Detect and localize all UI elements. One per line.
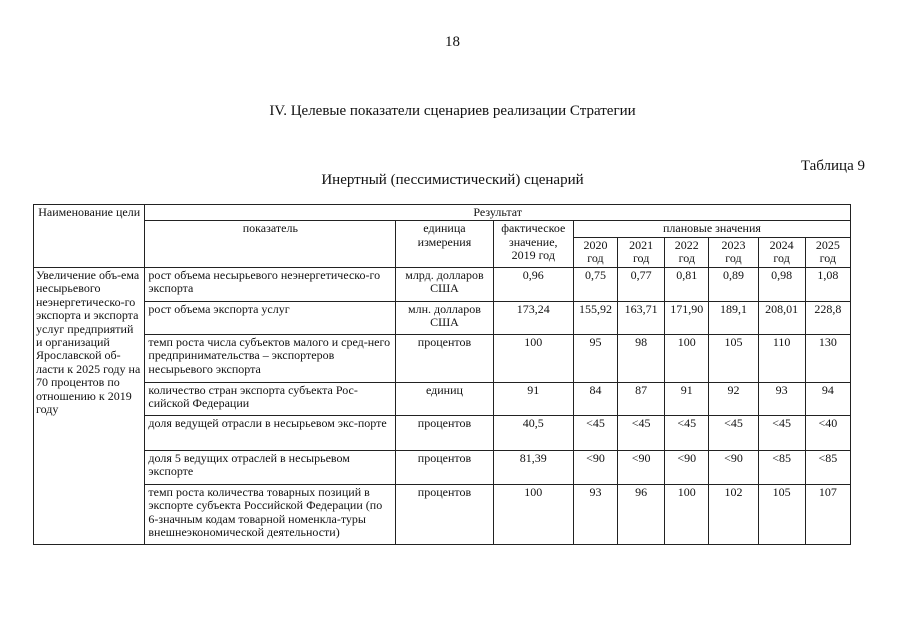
planned-value-cell: 228,8	[805, 301, 850, 334]
unit-cell: единиц	[396, 382, 493, 415]
planned-value-cell: <90	[573, 450, 617, 484]
actual-value-cell: 40,5	[493, 415, 573, 450]
header-row-2	[34, 221, 851, 237]
planned-value-cell: <85	[805, 450, 850, 484]
header-year: 2022 год	[665, 237, 709, 267]
indicator-cell: темп роста числа субъектов малого и сред-него предпринимательства – экспортеров несырьевого экспорта	[145, 334, 396, 382]
planned-value-cell: 105	[709, 334, 758, 382]
table-label: Таблица 9	[800, 158, 865, 174]
planned-value-cell: 155,92	[573, 301, 617, 334]
header-year: 2024 год	[758, 237, 805, 267]
header-year: 2023 год	[709, 237, 758, 267]
table-row	[34, 484, 851, 544]
table-row	[34, 450, 851, 484]
unit-cell: процентов	[396, 450, 493, 484]
header-year: 2025 год	[805, 237, 850, 267]
header-indicator: показатель	[145, 221, 396, 267]
section-title: IV. Целевые показатели сценариев реализации Стратегии	[269, 103, 636, 119]
indicator-cell: количество стран экспорта субъекта Рос-сийской Федерации	[145, 382, 396, 415]
header-actual: фактическое значение, 2019 год	[493, 221, 573, 267]
header-year: 2020 год	[573, 237, 617, 267]
unit-cell: процентов	[396, 415, 493, 450]
planned-value-cell: <90	[665, 450, 709, 484]
table-title: Инертный (пессимистический) сценарий	[321, 172, 584, 188]
planned-value-cell: 98	[618, 334, 665, 382]
planned-value-cell: 0,77	[618, 267, 665, 301]
planned-value-cell: 94	[805, 382, 850, 415]
planned-value-cell: 107	[805, 484, 850, 544]
actual-value-cell: 0,96	[493, 267, 573, 301]
goal-cell: Увеличение объ-ема несырьевого неэнергетическо-го экспорта и экспорта услуг предприятий и организаций Ярославской об-ласти к 2025 году на 70 процентов по отношению к 2019 году	[34, 267, 145, 544]
planned-value-cell: 0,89	[709, 267, 758, 301]
planned-value-cell: 84	[573, 382, 617, 415]
planned-value-cell: 189,1	[709, 301, 758, 334]
planned-value-cell: 93	[573, 484, 617, 544]
actual-value-cell: 100	[493, 484, 573, 544]
indicator-cell: доля ведущей отрасли в несырьевом экс-порте	[145, 415, 396, 450]
planned-value-cell: 100	[665, 334, 709, 382]
planned-value-cell: <45	[618, 415, 665, 450]
planned-value-cell: 93	[758, 382, 805, 415]
indicator-cell: рост объема несырьевого неэнергетическо-го экспорта	[145, 267, 396, 301]
actual-value-cell: 91	[493, 382, 573, 415]
planned-value-cell: <90	[709, 450, 758, 484]
unit-cell: млрд. долларов США	[396, 267, 493, 301]
page-number: 18	[445, 34, 460, 50]
indicator-cell: темп роста количества товарных позиций в экспорте субъекта Российской Федерации (по 6-значным кодам товарной номенкла-туры внешнеэкономической деятельности)	[145, 484, 396, 544]
planned-value-cell: 0,98	[758, 267, 805, 301]
planned-value-cell: <45	[758, 415, 805, 450]
planned-value-cell: 110	[758, 334, 805, 382]
planned-value-cell: <45	[573, 415, 617, 450]
planned-value-cell: <85	[758, 450, 805, 484]
table-row	[34, 334, 851, 382]
planned-value-cell: 208,01	[758, 301, 805, 334]
planned-value-cell: 163,71	[618, 301, 665, 334]
indicator-cell: доля 5 ведущих отраслей в несырьевом экспорте	[145, 450, 396, 484]
indicators-table	[33, 204, 851, 545]
unit-cell: млн. долларов США	[396, 301, 493, 334]
planned-value-cell: 92	[709, 382, 758, 415]
actual-value-cell: 100	[493, 334, 573, 382]
header-unit: единица измерения	[396, 221, 493, 267]
header-year: 2021 год	[618, 237, 665, 267]
header-goal-name: Наименование цели	[34, 205, 145, 268]
planned-value-cell: <40	[805, 415, 850, 450]
unit-cell: процентов	[396, 484, 493, 544]
table-row	[34, 382, 851, 415]
planned-value-cell: 105	[758, 484, 805, 544]
table-row	[34, 301, 851, 334]
header-planned: плановые значения	[573, 221, 850, 237]
actual-value-cell: 173,24	[493, 301, 573, 334]
planned-value-cell: 87	[618, 382, 665, 415]
planned-value-cell: 171,90	[665, 301, 709, 334]
planned-value-cell: 0,81	[665, 267, 709, 301]
table-row	[34, 415, 851, 450]
planned-value-cell: 100	[665, 484, 709, 544]
unit-cell: процентов	[396, 334, 493, 382]
planned-value-cell: 95	[573, 334, 617, 382]
planned-value-cell: 96	[618, 484, 665, 544]
actual-value-cell: 81,39	[493, 450, 573, 484]
planned-value-cell: <90	[618, 450, 665, 484]
planned-value-cell: <45	[665, 415, 709, 450]
header-row-1	[34, 205, 851, 221]
planned-value-cell: <45	[709, 415, 758, 450]
indicator-cell: рост объема экспорта услуг	[145, 301, 396, 334]
header-result: Результат	[145, 205, 851, 221]
planned-value-cell: 1,08	[805, 267, 850, 301]
planned-value-cell: 0,75	[573, 267, 617, 301]
planned-value-cell: 130	[805, 334, 850, 382]
planned-value-cell: 91	[665, 382, 709, 415]
planned-value-cell: 102	[709, 484, 758, 544]
table-row	[34, 267, 851, 301]
